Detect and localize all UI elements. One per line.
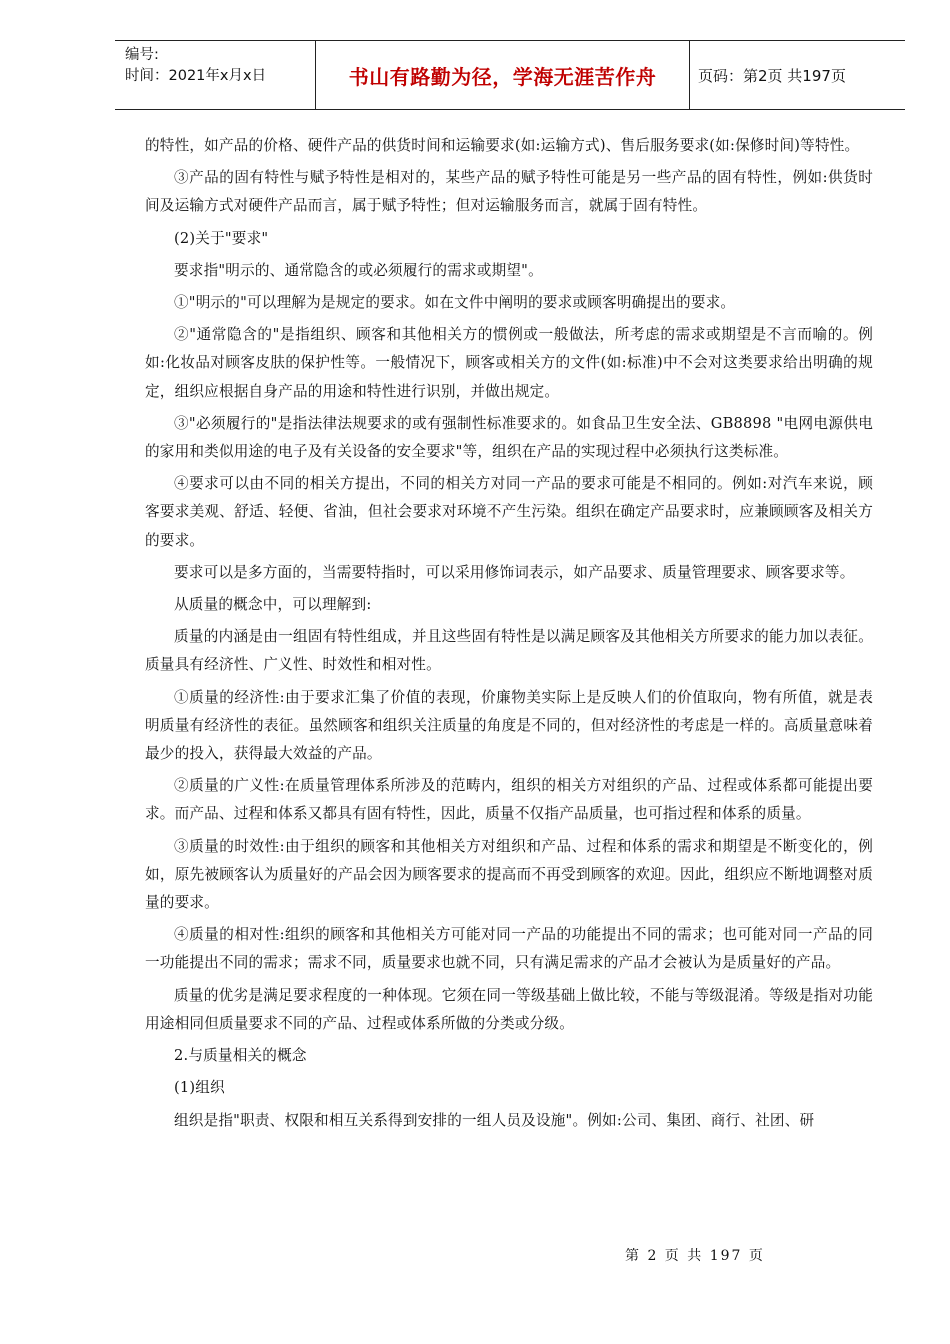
body-paragraph: ③质量的时效性:由于组织的顾客和其他相关方对组织和产品、过程和体系的需求和期望是不断变化的，例如，原先被顾客认为质量好的产品会因为顾客要求的提高而不再受到顾客的欢迎。因此，组织应不断地调整对质量的要求。 — [145, 837, 873, 912]
body-paragraph: 2.与质量相关的概念 — [174, 1047, 307, 1065]
page-header — [115, 40, 905, 110]
header-meta — [115, 41, 315, 109]
body-paragraph: 要求指"明示的、通常隐含的或必须履行的需求或期望"。 — [174, 261, 543, 279]
body-paragraph: ②质量的广义性:在质量管理体系所涉及的范畴内，组织的相关方对组织的产品、过程或体系都可能提出要求。而产品、过程和体系又都具有固有特性，因此，质量不仅指产品质量，也可指过程和体系的质量。 — [145, 777, 873, 823]
body-paragraph: ②"通常隐含的"是指组织、顾客和其他相关方的惯例或一般做法，所考虑的需求或期望是不言而喻的。例如:化妆品对顾客皮肤的保护性等。一般情况下，顾客或相关方的文件(如:标准)中不会对这类要求给出明确的规定，组织应根据自身产品的用途和特性进行识别，并做出规定。 — [145, 326, 873, 400]
body-paragraph: 要求可以是多方面的，当需要特指时，可以采用修饰词表示，如产品要求、质量管理要求、顾客要求等。 — [174, 563, 855, 581]
document-time-label: 时间：2021年x月x日 — [125, 68, 267, 84]
body-paragraph: ③产品的固有特性与赋予特性是相对的，某些产品的赋予特性可能是另一些产品的固有特性，例如:供货时间及运输方式对硬件产品而言，属于赋予特性；但对运输服务而言，就属于固有特性。 — [145, 169, 873, 215]
body-paragraph: ③"必须履行的"是指法律法规要求的或有强制性标准要求的。如食品卫生安全法、GB8898 "电网电源供电的家用和类似用途的电子及有关设备的安全要求"等，组织在产品的实现过程中必须执行这类标准。 — [145, 414, 873, 461]
body-paragraph: (2)关于"要求" — [174, 229, 269, 247]
body-paragraph: ④要求可以由不同的相关方提出，不同的相关方对同一产品的要求可能是不相同的。例如:对汽车来说，顾客要求美观、舒适、轻便、省油，但社会要求对环境不产生污染。组织在确定产品要求时，应兼顾顾客及相关方的要求。 — [145, 475, 873, 549]
header-motto: 书山有路勤为径，学海无涯苦作舟 — [315, 41, 690, 109]
document-code-label: 编号: — [125, 47, 159, 63]
header-page-info: 页码：第2页 共197页 — [698, 66, 846, 85]
body-paragraph: 的特性，如产品的价格、硬件产品的供货时间和运输要求(如:运输方式)、售后服务要求(如:保修时间)等特性。 — [145, 137, 860, 154]
body-paragraph: 从质量的概念中，可以理解到: — [174, 596, 372, 614]
body-paragraph: 质量的内涵是由一组固有特性组成，并且这些固有特性是以满足顾客及其他相关方所要求的能力加以表征。质量具有经济性、广义性、时效性和相对性。 — [145, 628, 873, 674]
body-paragraph: (1)组织 — [174, 1079, 225, 1097]
body-paragraph: ①"明示的"可以理解为是规定的要求。如在文件中阐明的要求或顾客明确提出的要求。 — [174, 294, 736, 312]
body-paragraph: ④质量的相对性:组织的顾客和其他相关方可能对同一产品的功能提出不同的需求；也可能对同一产品的同一功能提出不同的需求；需求不同，质量要求也就不同，只有满足需求的产品才会被认为是质量好的产品。 — [145, 926, 873, 972]
body-paragraph: ①质量的经济性:由于要求汇集了价值的表现，价廉物美实际上是反映人们的价值取向，物有所值，就是表明质量有经济性的表征。虽然顾客和组织关注质量的角度是不同的，但对经济性的考虑是一样的。高质量意味着最少的投入，获得最大效益的产品。 — [145, 688, 873, 763]
document-body — [145, 132, 873, 1139]
page-footer: 第 2 页 共 197 页 — [625, 1248, 765, 1264]
body-paragraph: 组织是指"职责、权限和相互关系得到安排的一组人员及设施"。例如:公司、集团、商行、社团、研 — [174, 1111, 815, 1129]
body-paragraph: 质量的优劣是满足要求程度的一种体现。它须在同一等级基础上做比较，不能与等级混淆。等级是指对功能用途相同但质量要求不同的产品、过程或体系所做的分类或分级。 — [145, 986, 873, 1032]
